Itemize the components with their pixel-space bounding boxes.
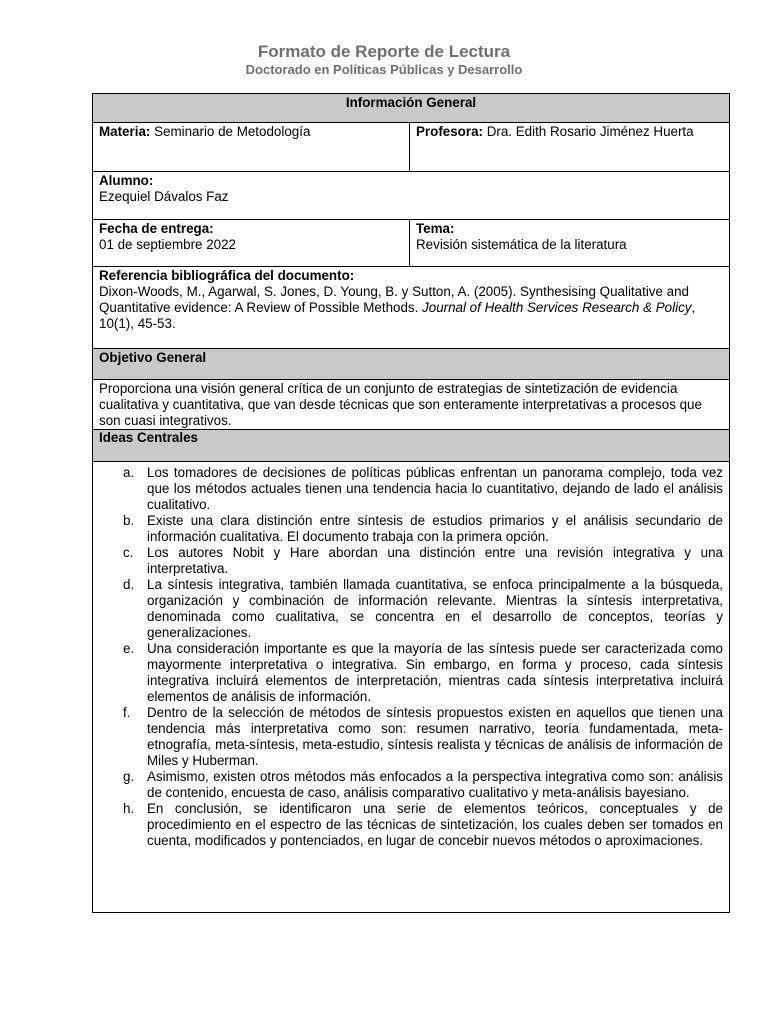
materia-value: Seminario de Metodología bbox=[150, 124, 311, 139]
referencia-journal: Journal of Health Services Research & Policy bbox=[422, 300, 692, 315]
tema-label: Tema: bbox=[416, 221, 455, 236]
idea-text: Una consideración importante es que la mayoría de las síntesis puede ser caracterizada como mayormente interpretativa o integrativa. Sin embargo, en forma y proceso, cada síntesis integrativa incluirá elementos de interpretación, mientras cada síntesis interpretativa incluirá elementos de análisis de información. bbox=[147, 641, 723, 704]
idea-text: Asimismo, existen otros métodos más enfocados a la perspectiva integrativa como son: análisis de contenido, encuesta de caso, análisis comparativo cualitativo y meta-análisis bayesiano. bbox=[147, 769, 723, 800]
idea-marker: b. bbox=[123, 513, 135, 528]
ideas-list bbox=[99, 465, 723, 849]
referencia-value bbox=[99, 284, 723, 332]
idea-marker: f. bbox=[123, 705, 131, 720]
alumno-label: Alumno: bbox=[99, 173, 154, 188]
materia-cell bbox=[93, 123, 410, 172]
materia-profesora-row bbox=[93, 123, 730, 172]
idea-item bbox=[123, 801, 723, 849]
general-info-heading: Información General bbox=[93, 94, 730, 123]
idea-text: Existe una clara distinción entre síntesis de estudios primarios y el análisis secundario de información cualitativa. El documento trabaja con la primera opción. bbox=[147, 513, 723, 544]
ideas-list-row bbox=[93, 462, 730, 913]
referencia-cell bbox=[93, 267, 730, 349]
idea-text: Los tomadores de decisiones de políticas públicas enfrentan un panorama complejo, toda vez que los métodos actuales tienen una tendencia hacia lo cuantitativo, dejando de lado el análisis cualitativo. bbox=[147, 465, 723, 512]
ideas-header-row bbox=[93, 430, 730, 462]
report-table bbox=[92, 93, 730, 913]
idea-item bbox=[123, 545, 723, 577]
referencia-row bbox=[93, 267, 730, 349]
idea-marker: d. bbox=[123, 577, 135, 592]
fecha-label: Fecha de entrega: bbox=[99, 221, 214, 236]
idea-marker: h. bbox=[123, 801, 135, 816]
profesora-label: Profesora: bbox=[416, 124, 483, 139]
profesora-value: Dra. Edith Rosario Jiménez Huerta bbox=[482, 124, 694, 139]
alumno-cell bbox=[93, 172, 730, 220]
idea-item bbox=[123, 705, 723, 769]
fecha-cell bbox=[93, 220, 410, 267]
profesora-cell bbox=[410, 123, 730, 172]
tema-cell bbox=[410, 220, 730, 267]
idea-marker: a. bbox=[123, 465, 135, 480]
idea-marker: c. bbox=[123, 545, 134, 560]
idea-item bbox=[123, 577, 723, 641]
idea-item bbox=[123, 513, 723, 545]
alumno-row bbox=[93, 172, 730, 220]
ideas-list-cell bbox=[93, 462, 730, 913]
materia-label: Materia: bbox=[99, 124, 151, 139]
referencia-tail: , 10(1), 45-53. bbox=[99, 300, 696, 331]
idea-text: Dentro de la selección de métodos de síntesis propuestos existen en aquellos que tienen una tendencia más interpretativa como son: resumen narrativo, teoría fundamentada, meta-etnografía, meta-síntesis, meta-estudio, síntesis realista y técnicas de análisis de información de Miles y Huberman. bbox=[147, 705, 723, 768]
idea-item bbox=[123, 769, 723, 801]
document-subtitle: Doctorado en Políticas Públicas y Desarrollo bbox=[245, 62, 523, 77]
idea-item bbox=[123, 465, 723, 513]
idea-text: La síntesis integrativa, también llamada cuantitativa, se enfoca principalmente a la búsqueda, organización y combinación de información relevante. Mientras la síntesis interpretativa, denominada como cualitativa, se concentra en el desarrollo de conceptos, teorías y generalizaciones. bbox=[147, 577, 723, 640]
tema-value: Revisión sistemática de la literatura bbox=[416, 237, 627, 252]
general-info-header-row bbox=[93, 94, 730, 123]
objetivo-heading: Objetivo General bbox=[93, 349, 730, 380]
alumno-value: Ezequiel Dávalos Faz bbox=[99, 189, 229, 204]
objetivo-header-row bbox=[93, 349, 730, 380]
fecha-tema-row bbox=[93, 220, 730, 267]
idea-item bbox=[123, 641, 723, 705]
ideas-heading: Ideas Centrales bbox=[93, 430, 730, 462]
document-title: Formato de Reporte de Lectura bbox=[257, 42, 511, 61]
idea-marker: g. bbox=[123, 769, 135, 784]
fecha-value: 01 de septiembre 2022 bbox=[99, 237, 236, 252]
objetivo-text-row bbox=[93, 380, 730, 430]
referencia-text: Dixon-Woods, M., Agarwal, S. Jones, D. Young, B. y Sutton, A. (2005). Synthesising Qualitative and Quantitative evidence: A Review of Possible Methods. bbox=[99, 284, 690, 315]
idea-marker: e. bbox=[123, 641, 135, 656]
referencia-label: Referencia bibliográfica del documento: bbox=[99, 268, 355, 283]
objetivo-text: Proporciona una visión general crítica de un conjunto de estrategias de sintetización de evidencia cualitativa y cuantitativa, que van desde técnicas que son enteramente interpretativas a procesos que son cuasi integrativos. bbox=[93, 380, 730, 430]
idea-text: Los autores Nobit y Hare abordan una distinción entre una revisión integrativa y una interpretativa. bbox=[147, 545, 723, 576]
idea-text: En conclusión, se identificaron una serie de elementos teóricos, conceptuales y de procedimiento en el espectro de las técnicas de sintetización, los cuales deben ser tomados en cuenta, modificados y pontenciados, en lugar de concebir nuevos métodos o aproximaciones. bbox=[147, 801, 723, 848]
